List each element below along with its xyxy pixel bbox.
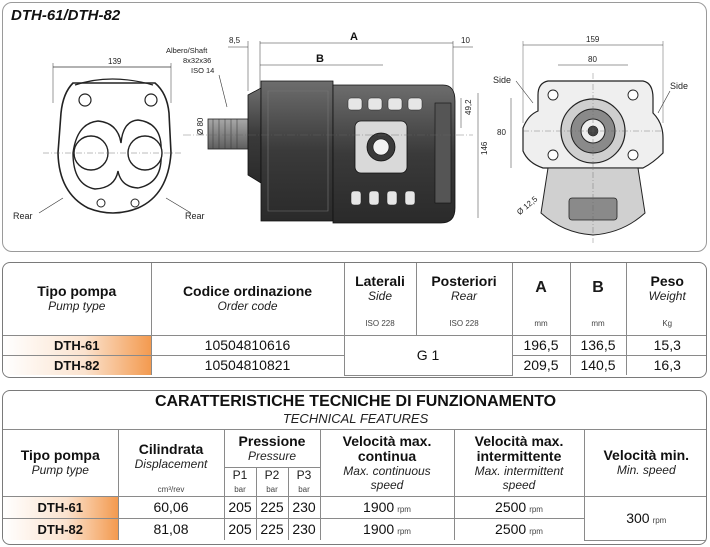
th-p2: P2	[256, 467, 288, 483]
dim-159: 159	[586, 35, 600, 44]
front-view	[493, 35, 688, 243]
int-speed-cell: 2500 rpm	[454, 518, 584, 540]
th-p1: P1	[224, 467, 256, 483]
displacement-cell: 81,08	[118, 518, 224, 540]
side-view	[166, 31, 489, 223]
th-cont-speed: Velocità max. continua Max. continuous speed	[320, 429, 454, 496]
unit-a: mm	[512, 313, 570, 335]
th-min-speed: Velocità min. Min. speed	[584, 429, 707, 496]
technical-drawing-panel	[2, 2, 707, 252]
dim-49-2: 49,2	[464, 99, 473, 115]
th-displacement: Cilindrata Displacement	[118, 429, 224, 483]
drawing-title: DTH-61/DTH-82	[11, 7, 121, 24]
dim-b-cell: 140,5	[570, 355, 626, 375]
unit-displacement: cm³/rev	[118, 483, 224, 496]
th-int-speed: Velocità max. intermittente Max. intermittent speed	[454, 429, 584, 496]
dim-146: 146	[480, 141, 489, 155]
order-code-cell: 10504810616	[151, 335, 344, 355]
label-side-right: Side	[670, 81, 689, 91]
p3-cell: 230	[288, 496, 320, 518]
unit-p1: bar	[224, 483, 256, 496]
dim-12-5: Ø 12,5	[515, 194, 540, 217]
dim-a-cell: 196,5	[512, 335, 570, 355]
dim-8-5: 8,5	[229, 36, 241, 45]
technical-features-table	[2, 390, 707, 545]
unit-weight: Kg	[626, 313, 707, 335]
shaft-label-line2: 8x32x36	[183, 56, 212, 65]
unit-side: ISO 228	[344, 313, 416, 335]
dim-A: A	[350, 31, 358, 43]
p2-cell: 225	[256, 496, 288, 518]
table-row	[3, 496, 707, 518]
int-speed-cell: 2500 rpm	[454, 496, 584, 518]
p2-cell: 225	[256, 518, 288, 540]
dim-80-shaft: Ø 80	[196, 117, 205, 135]
displacement-cell: 60,06	[118, 496, 224, 518]
port-size-cell: G 1	[344, 335, 512, 375]
model-cell: DTH-82	[3, 518, 118, 540]
th-rear: Posteriori Rear	[416, 263, 512, 313]
p1-cell: 205	[224, 518, 256, 540]
model-cell: DTH-61	[3, 335, 151, 355]
shaft-label-line3: ISO 14	[191, 66, 215, 75]
section-header	[3, 391, 707, 429]
cont-speed-cell: 1900 rpm	[320, 518, 454, 540]
cont-speed-cell: 1900 rpm	[320, 496, 454, 518]
unit-p3: bar	[288, 483, 320, 496]
min-speed-cell: 300 rpm	[584, 496, 707, 540]
unit-rear: ISO 228	[416, 313, 512, 335]
dim-80-top: 80	[588, 55, 597, 64]
th-order-code: Codice ordinazione Order code	[151, 263, 344, 335]
p3-cell: 230	[288, 518, 320, 540]
rear-view	[13, 57, 205, 221]
weight-cell: 15,3	[626, 335, 707, 355]
label-rear-left: Rear	[13, 211, 33, 221]
dim-80-side: 80	[497, 128, 506, 137]
model-cell: DTH-61	[3, 496, 118, 518]
weight-cell: 16,3	[626, 355, 707, 375]
model-cell: DTH-82	[3, 355, 151, 375]
unit-b: mm	[570, 313, 626, 335]
section-subtitle: TECHNICAL FEATURES	[282, 411, 429, 427]
dim-b-cell: 136,5	[570, 335, 626, 355]
order-code-cell: 10504810821	[151, 355, 344, 375]
th-a: A	[512, 263, 570, 313]
label-side-left: Side	[493, 75, 512, 85]
p1-cell: 205	[224, 496, 256, 518]
th-side: Laterali Side	[344, 263, 416, 313]
dim-B: B	[316, 53, 324, 65]
pump-drawing	[3, 3, 707, 252]
th-b: B	[570, 263, 626, 313]
shaft-label-line1: Albero/Shaft	[166, 46, 208, 55]
label-rear-right: Rear	[185, 211, 205, 221]
th-pressure: Pressione Pressure	[224, 429, 320, 467]
dim-10: 10	[461, 36, 470, 45]
table-row	[3, 335, 707, 355]
th-weight: Peso Weight	[626, 263, 707, 313]
th-pump-type: Tipo pompa Pump type	[3, 429, 118, 496]
dim-a-cell: 209,5	[512, 355, 570, 375]
order-table	[2, 262, 707, 378]
unit-p2: bar	[256, 483, 288, 496]
th-pump-type: Tipo pompa Pump type	[3, 263, 151, 335]
th-p3: P3	[288, 467, 320, 483]
section-title: CARATTERISTICHE TECNICHE DI FUNZIONAMENTO	[154, 393, 557, 411]
dim-139: 139	[108, 57, 122, 66]
